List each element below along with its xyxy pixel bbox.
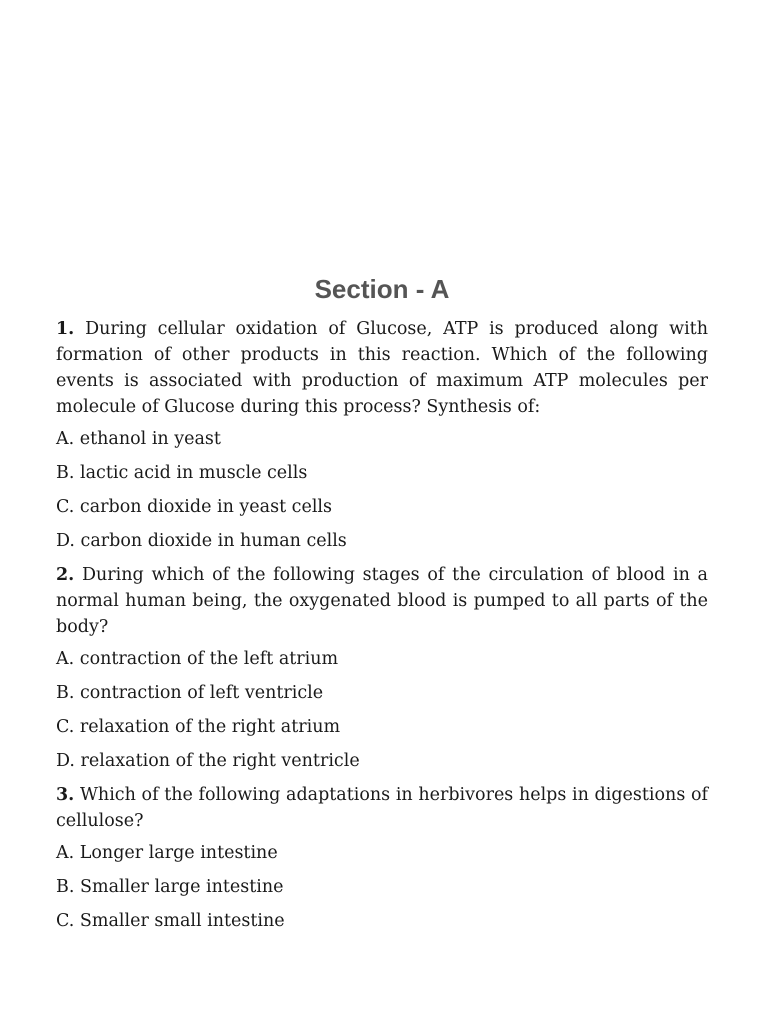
option-1d: D. carbon dioxide in human cells bbox=[56, 531, 347, 551]
question-text: During which of the following stages of the circulation of blood in a normal human being, the oxygenated blood is pumped to all parts of the body? bbox=[56, 565, 708, 637]
question-1 bbox=[56, 316, 708, 420]
document-page bbox=[56, 272, 708, 942]
question-3 bbox=[56, 782, 708, 834]
option-2c: C. relaxation of the right atrium bbox=[56, 717, 341, 737]
option-1c: C. carbon dioxide in yeast cells bbox=[56, 497, 333, 517]
question-number: 3. bbox=[56, 785, 75, 805]
question-text: Which of the following adaptations in herbivores helps in digestions of cellulose? bbox=[56, 785, 708, 831]
option-3a: A. Longer large intestine bbox=[56, 843, 278, 863]
option-1a: A. ethanol in yeast bbox=[56, 429, 221, 449]
option-2d: D. relaxation of the right ventricle bbox=[56, 751, 360, 771]
section-title: Section - A bbox=[314, 274, 450, 304]
option-2b: B. contraction of left ventricle bbox=[56, 683, 324, 703]
option-3b: B. Smaller large intestine bbox=[56, 877, 284, 897]
question-text: During cellular oxidation of Glucose, ATP is produced along with formation of other products in this reaction. Which of the following events is associated with production of maximum ATP molecules per molecule of Glucose during this process? Synthesis of: bbox=[56, 319, 708, 417]
option-1b: B. lactic acid in muscle cells bbox=[56, 463, 308, 483]
question-number: 2. bbox=[56, 565, 75, 585]
question-number: 1. bbox=[56, 319, 75, 339]
option-3c: C. Smaller small intestine bbox=[56, 911, 285, 931]
option-2a: A. contraction of the left atrium bbox=[56, 649, 339, 669]
question-2 bbox=[56, 562, 708, 640]
